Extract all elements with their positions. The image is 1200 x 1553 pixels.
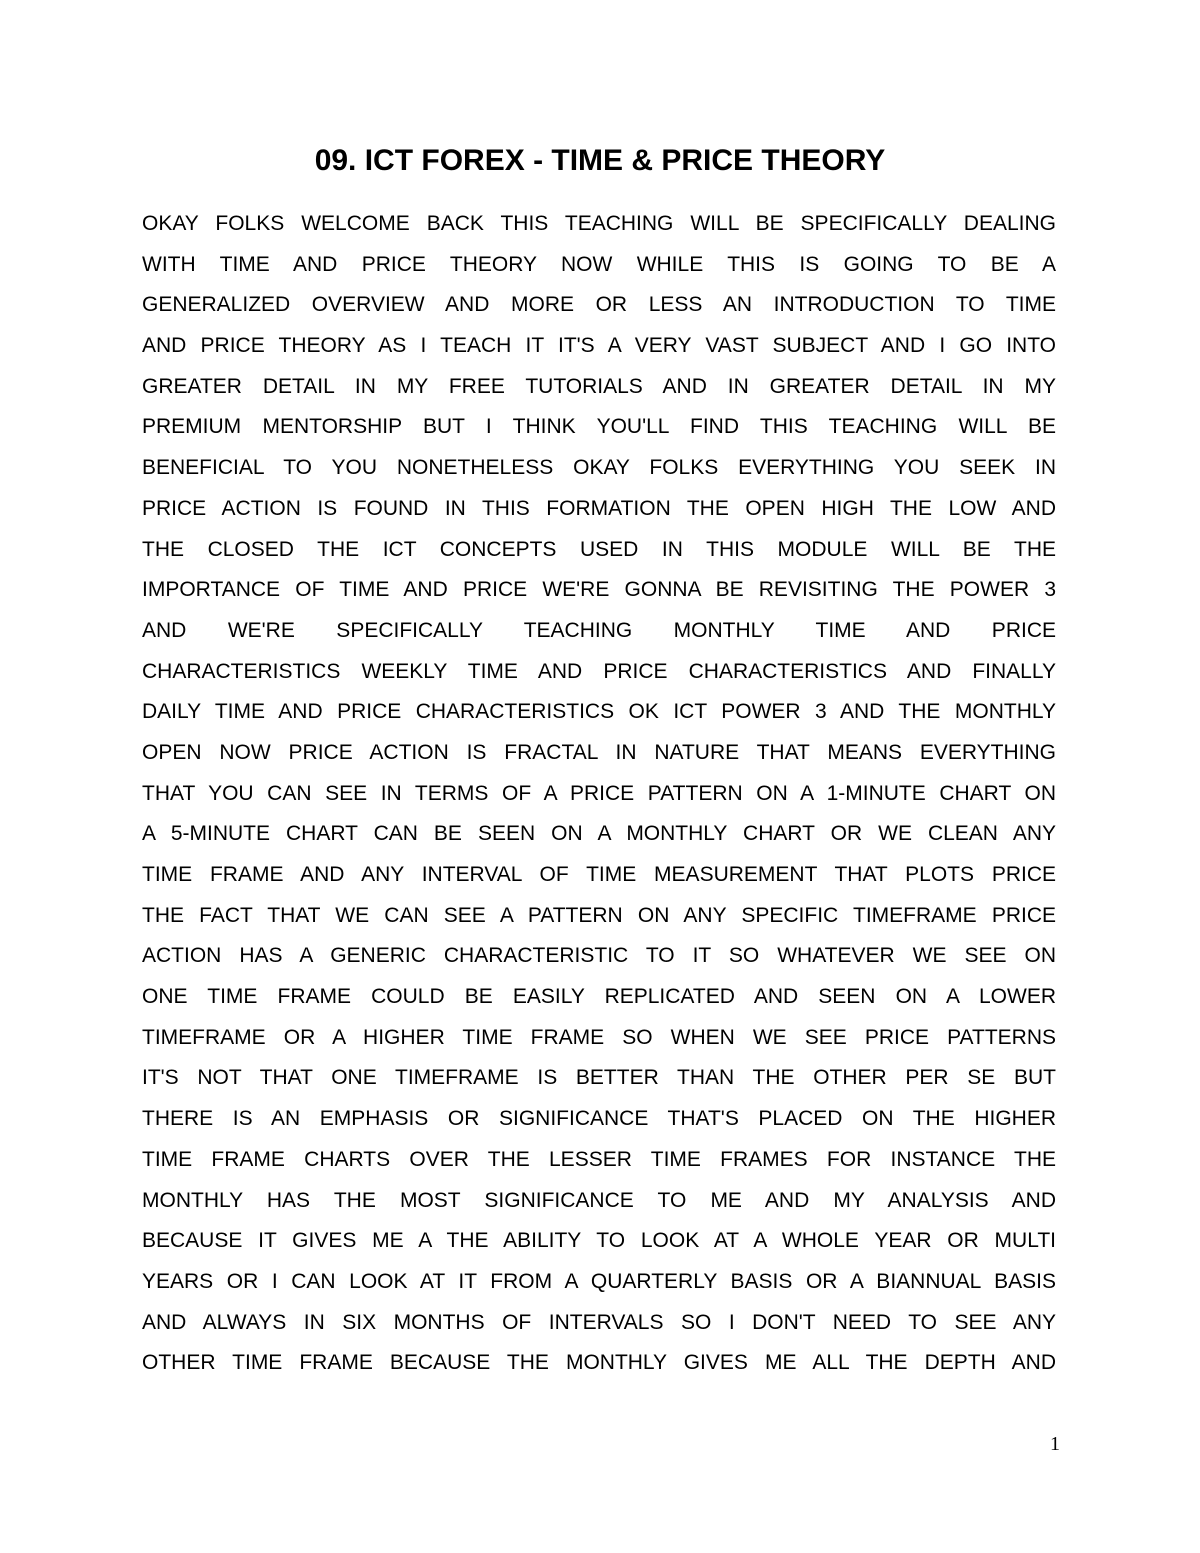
body-line: ACTION HAS A GENERIC CHARACTERISTIC TO IT SO WHATEVER WE SEE ON <box>142 944 1056 968</box>
body-line: BECAUSE IT GIVES ME A THE ABILITY TO LOOK AT A WHOLE YEAR OR MULTI <box>142 1229 1056 1253</box>
document-body <box>142 204 1056 1384</box>
body-line: CHARACTERISTICS WEEKLY TIME AND PRICE CHARACTERISTICS AND FINALLY <box>142 659 1056 683</box>
body-line: OKAY FOLKS WELCOME BACK THIS TEACHING WILL BE SPECIFICALLY DEALING <box>142 212 1056 235</box>
body-line: OPEN NOW PRICE ACTION IS FRACTAL IN NATURE THAT MEANS EVERYTHING <box>142 740 1056 764</box>
body-line: OTHER TIME FRAME BECAUSE THE MONTHLY GIVES ME ALL THE DEPTH AND <box>142 1351 1056 1375</box>
body-line: IMPORTANCE OF TIME AND PRICE WE'RE GONNA BE REVISITING THE POWER 3 <box>142 578 1056 602</box>
body-line: WITH TIME AND PRICE THEORY NOW WHILE THIS IS GOING TO BE A <box>142 252 1056 276</box>
body-line: AND PRICE THEORY AS I TEACH IT IT'S A VERY VAST SUBJECT AND I GO INTO <box>142 334 1056 358</box>
body-line: GREATER DETAIL IN MY FREE TUTORIALS AND IN GREATER DETAIL IN MY <box>142 374 1056 398</box>
body-line: PREMIUM MENTORSHIP BUT I THINK YOU'LL FIND THIS TEACHING WILL BE <box>142 415 1056 439</box>
body-line: IT'S NOT THAT ONE TIMEFRAME IS BETTER THAN THE OTHER PER SE BUT <box>142 1066 1056 1090</box>
body-line: MONTHLY HAS THE MOST SIGNIFICANCE TO ME AND MY ANALYSIS AND <box>142 1188 1056 1212</box>
body-line: DAILY TIME AND PRICE CHARACTERISTICS OK ICT POWER 3 AND THE MONTHLY <box>142 700 1056 724</box>
page-number: 1 <box>1050 1433 1060 1455</box>
body-line: TIME FRAME CHARTS OVER THE LESSER TIME FRAMES FOR INSTANCE THE <box>142 1147 1056 1171</box>
body-line: A 5-MINUTE CHART CAN BE SEEN ON A MONTHLY CHART OR WE CLEAN ANY <box>142 822 1056 846</box>
body-line: YEARS OR I CAN LOOK AT IT FROM A QUARTERLY BASIS OR A BIANNUAL BASIS <box>142 1269 1056 1293</box>
body-line: THERE IS AN EMPHASIS OR SIGNIFICANCE THAT'S PLACED ON THE HIGHER <box>142 1107 1056 1131</box>
body-line: GENERALIZED OVERVIEW AND MORE OR LESS AN INTRODUCTION TO TIME <box>142 293 1056 317</box>
body-line: THE FACT THAT WE CAN SEE A PATTERN ON ANY SPECIFIC TIMEFRAME PRICE <box>142 903 1056 927</box>
body-line: BENEFICIAL TO YOU NONETHELESS OKAY FOLKS EVERYTHING YOU SEEK IN <box>142 456 1056 480</box>
document-title: 09. ICT FOREX - TIME & PRICE THEORY <box>314 144 886 177</box>
body-line: TIME FRAME AND ANY INTERVAL OF TIME MEASUREMENT THAT PLOTS PRICE <box>142 863 1056 886</box>
body-line: THAT YOU CAN SEE IN TERMS OF A PRICE PATTERN ON A 1-MINUTE CHART ON <box>142 781 1056 805</box>
body-line: TIMEFRAME OR A HIGHER TIME FRAME SO WHEN WE SEE PRICE PATTERNS <box>142 1025 1056 1049</box>
body-line: AND WE'RE SPECIFICALLY TEACHING MONTHLY TIME AND PRICE <box>142 618 1056 642</box>
body-line: THE CLOSED THE ICT CONCEPTS USED IN THIS MODULE WILL BE THE <box>142 537 1056 561</box>
body-line: AND ALWAYS IN SIX MONTHS OF INTERVALS SO I DON'T NEED TO SEE ANY <box>142 1310 1056 1334</box>
body-line: PRICE ACTION IS FOUND IN THIS FORMATION THE OPEN HIGH THE LOW AND <box>142 496 1056 520</box>
body-line: ONE TIME FRAME COULD BE EASILY REPLICATED AND SEEN ON A LOWER <box>142 985 1056 1009</box>
